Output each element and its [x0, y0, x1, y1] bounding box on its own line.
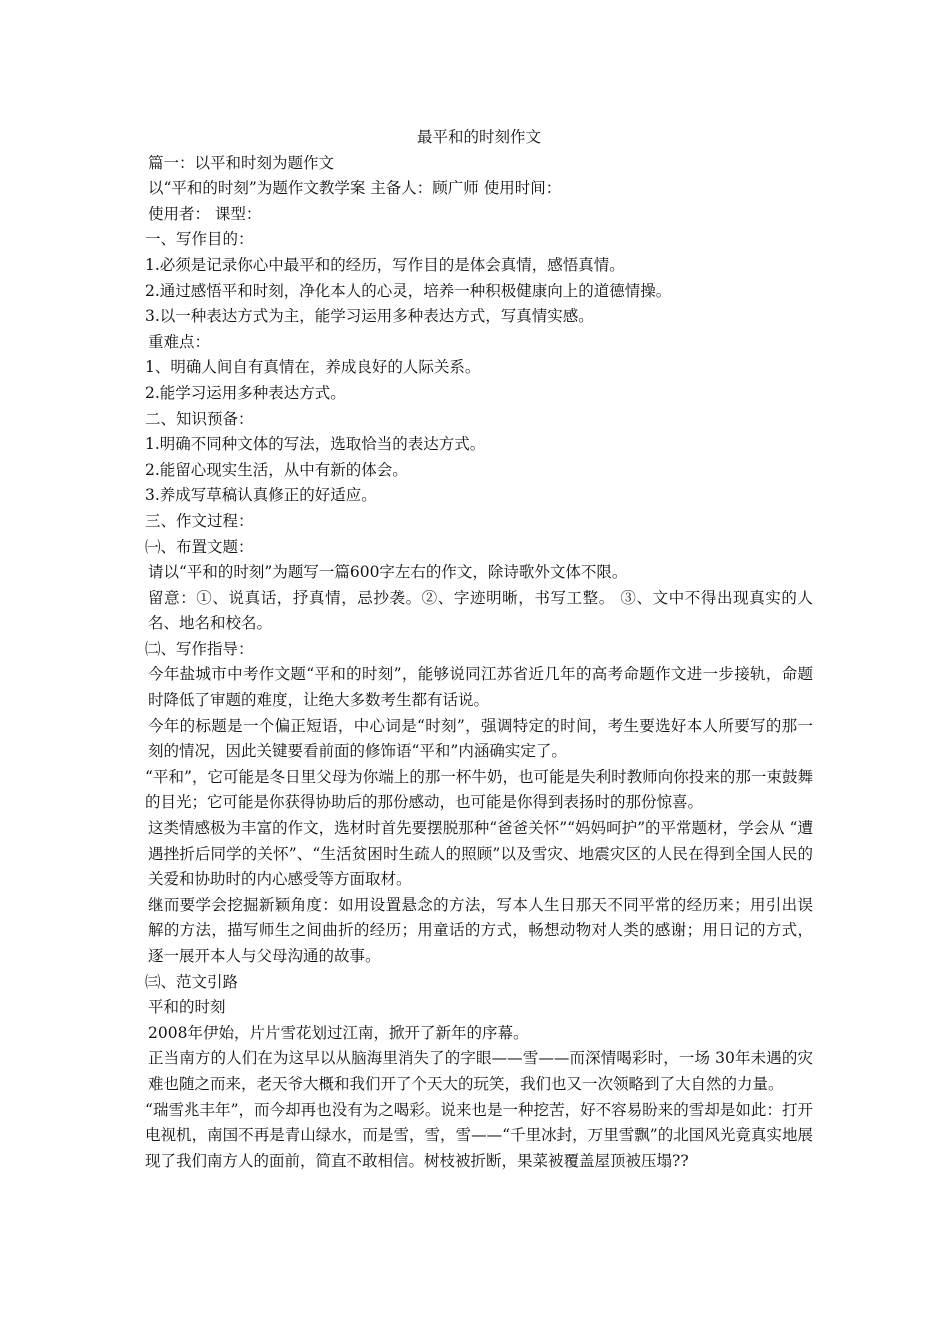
text-line: 1.明确不同种文体的写法，选取恰当的表达方式。 — [145, 435, 486, 454]
text-line: 3.养成写草稿认真修正的好适应。 — [145, 486, 377, 505]
text-line: ㈢、范文引路 — [145, 972, 239, 991]
text-line: 正当南方的人们在为这早以从脑海里消失了的字眼——雪——而深情喝彩时，一场 30年未遇的灾难也随之而来，老天爷大概和我们开了个天大的玩笑，我们也又一次领略到了大自然的力量。 — [148, 1049, 813, 1093]
text-line: 今年的标题是一个偏正短语，中心词是“时刻”，强调特定的时间，考生要选好本人所要写的那一刻的情况，因此关键要看前面的修饰语“平和”内涵确实定了。 — [148, 716, 813, 761]
text-line: ㈡、写作指导： — [145, 639, 254, 658]
text-line: 以“平和的时刻”为题作文教学案 主备人：顾广师 使用时间： — [148, 179, 562, 198]
text-line: 平和的时刻 — [148, 998, 226, 1017]
text-line: 三、作文过程： — [145, 511, 254, 530]
text-line: 一、写作目的： — [145, 230, 254, 249]
text-line: 2.能学习运用多种表达方式。 — [145, 383, 346, 402]
text-line: 今年盐城市中考作文题“平和的时刻”，能够说同江苏省近几年的高考命题作文进一步接轨，命题时降低了审题的难度，让绝大多数考生都有话说。 — [148, 665, 813, 710]
text-line: 2.能留心现实生活，从中有新的体会。 — [145, 460, 408, 479]
text-line: 2.通过感悟平和时刻，净化本人的心灵，培养一种积极健康向上的道德情操。 — [145, 281, 672, 300]
text-line: 3.以一种表达方式为主，能学习运用多种表达方式，写真情实感。 — [145, 307, 594, 326]
document-title: 最平和的时刻作文 — [416, 128, 541, 146]
text-line: 二、知识预备： — [145, 409, 254, 428]
text-line: 1.必须是记录你心中最平和的经历，写作目的是体会真情，感悟真情。 — [145, 255, 625, 274]
text-line: ㈠、布置文题： — [145, 537, 254, 556]
text-line: 这类情感极为丰富的作文，选材时首先要摆脱那种“爸爸关怀”“妈妈呵护”的平常题材，学会从 “遭遇挫折后同学的关怀”、“生活贫困时生疏人的照顾”以及雪灾、地震灾区的人民在得到全国人民的关爱和协助时的内心感受等方面取材。 — [148, 819, 813, 889]
document-page — [145, 125, 813, 1174]
text-line: 继而要学会挖掘新颖角度：如用设置悬念的方法，写本人生日那天不同平常的经历来；用引出误解的方法，描写师生之间曲折的经历；用童话的方式，畅想动物对人类的感谢；用日记的方式，逐一展开本人与父母沟通的故事。 — [148, 895, 813, 965]
text-line: 重难点： — [148, 332, 211, 351]
text-line: 1、明确人间自有真情在，养成良好的人际关系。 — [145, 358, 481, 377]
text-line: “瑞雪兆丰年”，而今却再也没有为之喝彩。说来也是一种挖苦，好不容易盼来的雪却是如此：打开电视机，南国不再是青山绿水，而是雪，雪，雪——“千里冰封，万里雪飘”的北国风光竟真实地展现了我们南方人的面前，简直不敢相信。树枝被折断，果菜被覆盖屋顶被压塌?? — [145, 1100, 813, 1170]
text-line: 留意：①、说真话，抒真情，忌抄袭。②、字迹明晰，书写工整。 ③、文中不得出现真实的人名、地名和校名。 — [148, 588, 813, 633]
text-line: 请以“平和的时刻”为题写一篇600字左右的作文，除诗歌外文体不限。 — [148, 563, 628, 582]
document-body — [145, 151, 813, 1175]
text-line: 使用者： 课型： — [148, 204, 262, 223]
text-line: “平和”，它可能是冬日里父母为你端上的那一杯牛奶，也可能是失利时教师向你投来的那一束鼓舞的目光；它可能是你获得协助后的那份感动，也可能是你得到表扬时的那份惊喜。 — [145, 767, 813, 812]
text-line: 篇一：以平和时刻为题作文 — [148, 153, 335, 172]
text-line: 2008年伊始，片片雪花划过江南，掀开了新年的序幕。 — [148, 1023, 529, 1042]
